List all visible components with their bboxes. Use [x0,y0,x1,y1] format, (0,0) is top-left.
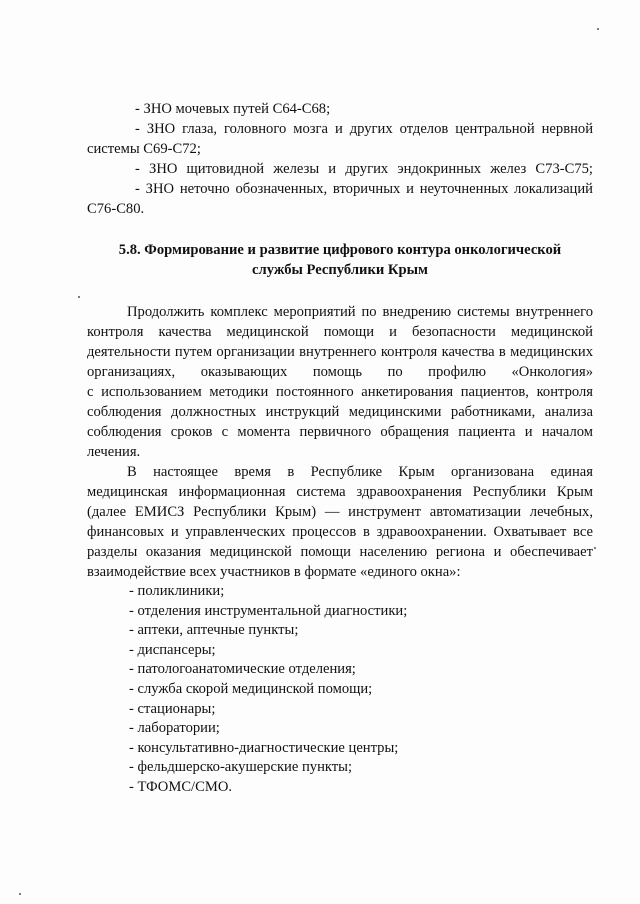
scan-speck [597,28,599,30]
paragraph-1-line: организациях, оказывающих помощь по профилю «Онкология» [87,364,593,380]
participant-list-item: - служба скорой медицинской помощи; [129,680,373,697]
participant-list-item: - поликлиники; [129,583,225,599]
participant-list-item: - стационары; [129,700,216,717]
participant-list-item: - консультативно-диагностические центры; [129,739,399,756]
participant-list-item: - фельдшерско-акушерские пункты; [129,759,353,776]
paragraph-1-line: деятельности путем организации внутреннего контроля качества в медицинских [87,344,593,360]
participant-list-item: - ТФОМС/СМО. [129,778,233,795]
intro-list-item-continuation: С76-С80. [87,201,145,217]
paragraph-2-line: разделы оказания медицинской помощи населению региона и обеспечивает [87,544,593,560]
participant-list-item: - лаборатории; [129,720,220,737]
intro-list-item: - ЗНО мочевых путей С64-С68; [135,101,331,117]
paragraph-1-line: Продолжить комплекс мероприятий по внедрению системы внутреннего [127,304,593,320]
document-body [87,99,593,798]
scan-speck [19,893,21,895]
participant-list-item: - аптеки, аптечные пункты; [129,622,299,639]
paragraph-2-line: медицинская информационная система здравоохранения Республики Крым [87,484,593,500]
paragraph-1-line: лечения. [87,444,141,460]
intro-list-item: - ЗНО неточно обозначенных, вторичных и неуточненных локализаций [135,181,593,197]
paragraph-1-line: контроля качества медицинской помощи и безопасности медицинской [87,324,593,340]
scan-speck [594,547,596,549]
paragraph-2-line: взаимодействие всех участников в формате «единого окна»: [87,564,461,580]
paragraph-1-line: соблюдения должностных инструкций медицинскими работниками, анализа [87,404,593,420]
paragraph-2-line: (далее ЕМИСЗ Республики Крым) — инструмент автоматизации лечебных, [87,504,593,520]
intro-list-item: - ЗНО глаза, головного мозга и других отделов центральной нервной [135,121,593,137]
paragraph-2-line: финансовых и управленческих процессов в здравоохранении. Охватывает все [87,524,593,540]
section-heading-line-1: 5.8. Формирование и развитие цифрового контура онкологической [118,242,562,258]
scan-speck [78,296,80,298]
intro-list-item: - ЗНО щитовидной железы и других эндокринных желез С73-С75; [135,161,593,177]
section-heading-line-2: службы Республики Крым [252,262,428,278]
intro-list-item-continuation: системы С69-С72; [87,141,201,157]
participant-list-item: - патологоанатомические отделения; [129,661,356,678]
participant-list-item: - отделения инструментальной диагностики; [129,602,408,619]
paragraph-2-line: В настоящее время в Республике Крым организована единая [127,464,593,480]
paragraph-1-line: с использованием методики постоянного анкетирования пациентов, контроля [87,384,593,400]
participant-list-item: - диспансеры; [129,641,216,658]
paragraph-1-line: соблюдения сроков с момента первичного обращения пациента и началом [87,424,593,440]
